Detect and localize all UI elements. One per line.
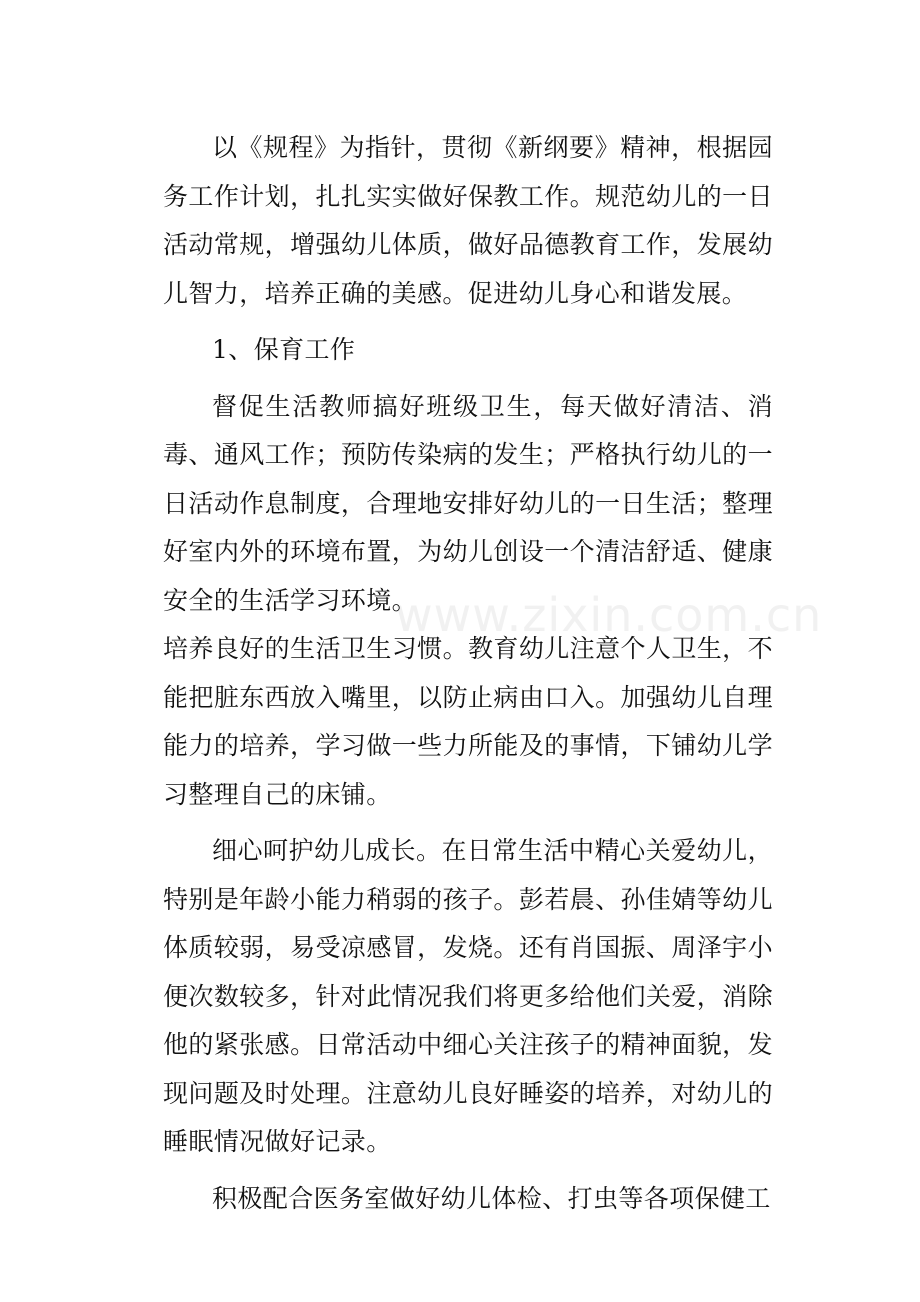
paragraph-intro: 以《规程》为指针，贯彻《新纲要》精神，根据园务工作计划，扎扎实实做好保教工作。规范幼儿的一日活动常规，增强幼儿体质，做好品德教育工作，发展幼儿智力，培养正确的美感。促进幼儿身心和谐发展。	[163, 133, 773, 308]
watermark: www.zixin.com.cn	[395, 588, 823, 642]
document-body	[163, 124, 773, 1223]
paragraph-hygiene-habits: 培养良好的生活卫生习惯。教育幼儿注意个人卫生，不能把脏东西放入嘴里，以防止病由口入。加强幼儿自理能力的培养，学习做一些力所能及的事情，下铺幼儿学习整理自己的床铺。	[163, 634, 773, 809]
paragraph-hygiene-supervision: 督促生活教师搞好班级卫生，每天做好清洁、消毒、通风工作；预防传染病的发生；严格执行幼儿的一日活动作息制度，合理地安排好幼儿的一日生活；整理好室内外的环境布置，为幼儿创设一个清洁舒适、健康安全的生活学习环境。	[163, 391, 773, 615]
paragraph-child-care: 细心呵护幼儿成长。在日常生活中精心关爱幼儿，特别是年龄小能力稍弱的孩子。彭若晨、孙佳婧等幼儿体质较弱，易受凉感冒，发烧。还有肖国振、周泽宇小便次数较多，针对此情况我们将更多给他们关爱，消除他的紧张感。日常活动中细心关注孩子的精神面貌，发现问题及时处理。注意幼儿良好睡姿的培养，对幼儿的睡眠情况做好记录。	[163, 836, 773, 1156]
section-heading-care-work: 1、保育工作	[212, 335, 356, 364]
paragraph-health-checks: 积极配合医务室做好幼儿体检、打虫等各项保健工	[212, 1183, 771, 1213]
